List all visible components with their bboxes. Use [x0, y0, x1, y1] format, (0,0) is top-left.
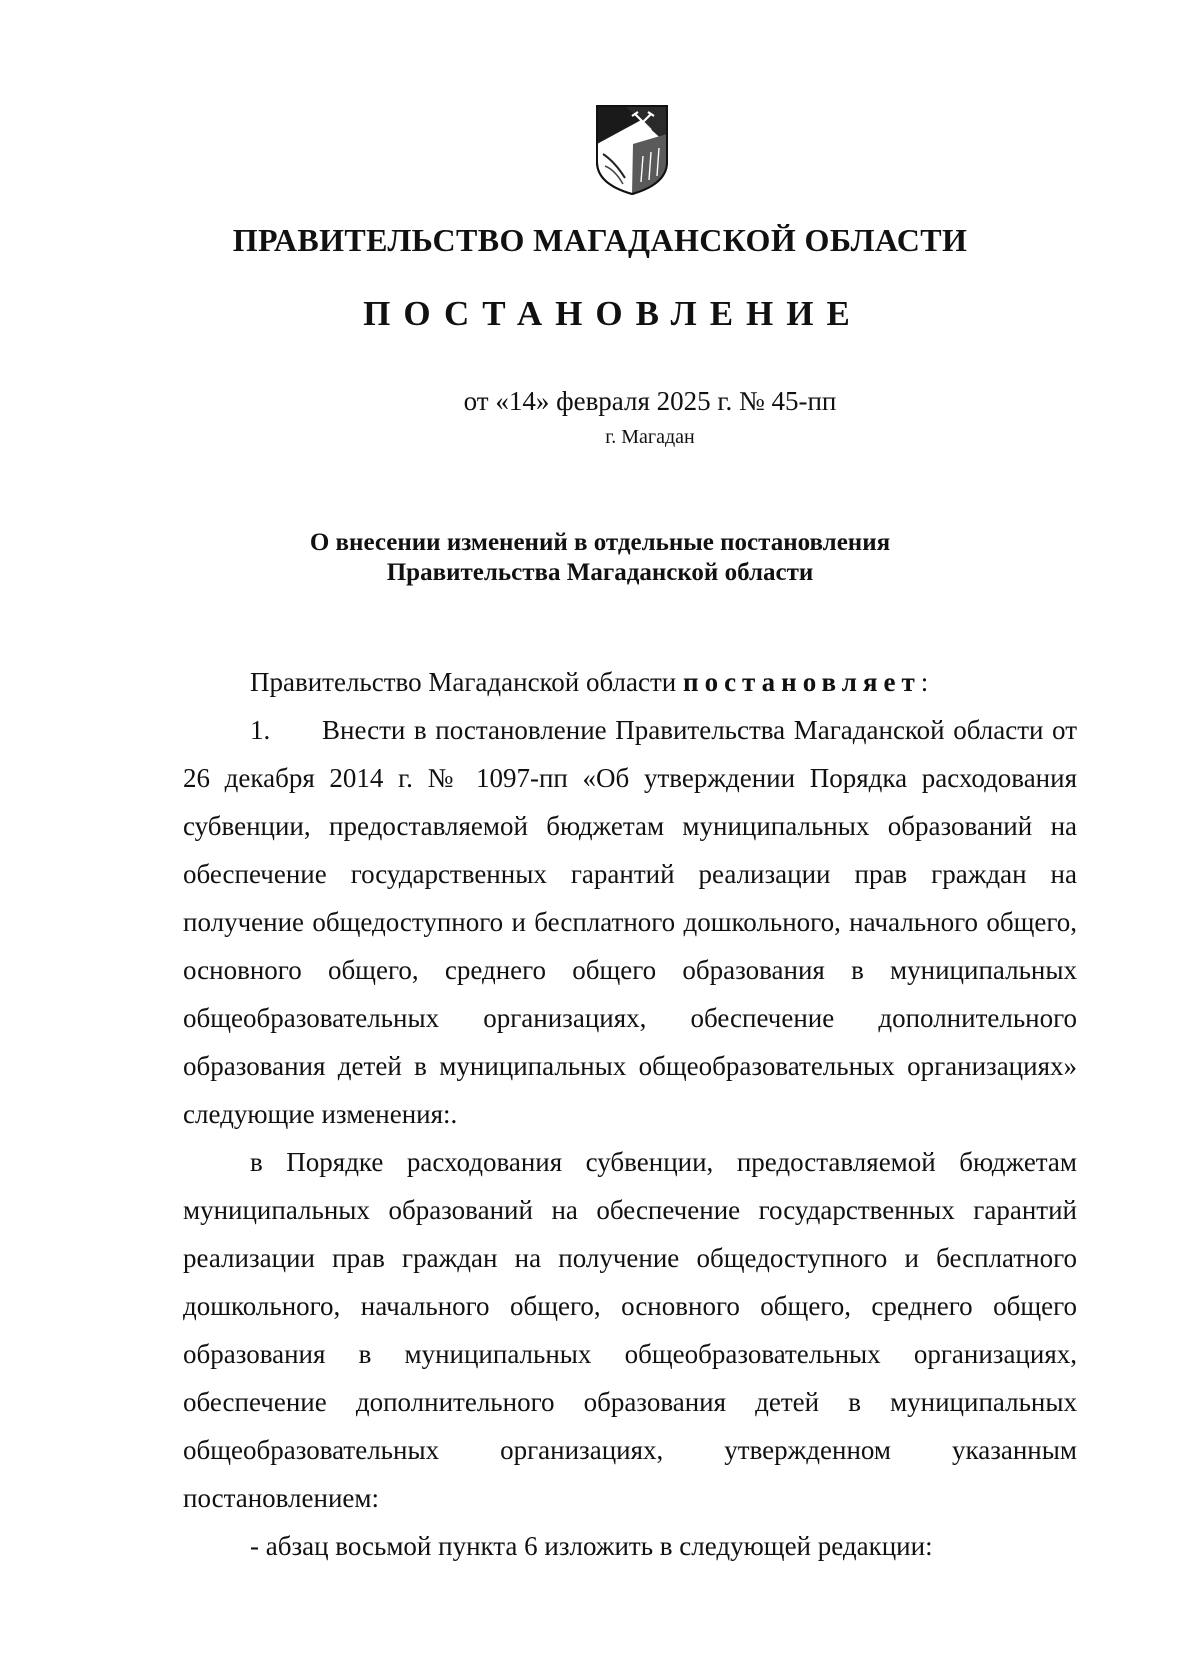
document-date-number: от «14» февраля 2025 г. № 45-пп — [463, 386, 837, 416]
paragraph-3: - абзац восьмой пункта 6 изложить в следующей редакции: — [250, 1531, 933, 1561]
magadan-coat-of-arms-icon — [595, 104, 669, 196]
paragraph-2: в Порядке расходования субвенции, предоставляемой бюджетам муниципальных образований на обеспечение государственных гарантий реализации прав граждан на получение общедоступного и бесплатного дошкольного, начального общего, основного общего, среднего общего образования в муниципальных общеобразовательных организациях, обеспечение дополнительного образования детей в муниципальных общеобразовательных организациях, утвержденном указанным постановлением: — [183, 1147, 1077, 1513]
document-body — [183, 658, 1077, 1570]
item-1-number: 1. — [250, 715, 271, 745]
preamble-start: Правительство Магаданской области — [250, 667, 684, 697]
document-type: ПОСТАНОВЛЕНИЕ — [363, 294, 863, 333]
document-city: г. Магадан — [605, 426, 695, 448]
item-1 — [183, 706, 1077, 1138]
preamble — [183, 658, 1077, 706]
preamble-end: : — [920, 667, 929, 697]
subject-line-1: О внесении изменений в отдельные постановления — [309, 529, 891, 556]
subject-line-2: Правительства Магаданской области — [386, 559, 814, 586]
document-subject — [0, 528, 1200, 588]
preamble-verb: постановляет — [683, 667, 921, 697]
item-1-text: Внести в постановление Правительства Магаданской области от 26 декабря 2014 г. № 1097-пп «Об утверждении Порядка расходования субвенции, предоставляемой бюджетам муниципальных образований на обеспечение государственных гарантий реализации прав граждан на получение общедоступного и бесплатного дошкольного, начального общего, основного общего, среднего общего образования в муниципальных общеобразовательных организациях, обеспечение дополнительного образования детей в муниципальных общеобразовательных организациях» следующие изменения:. — [183, 715, 1077, 1129]
government-title: ПРАВИТЕЛЬСТВО МАГАДАНСКОЙ ОБЛАСТИ — [232, 222, 968, 258]
